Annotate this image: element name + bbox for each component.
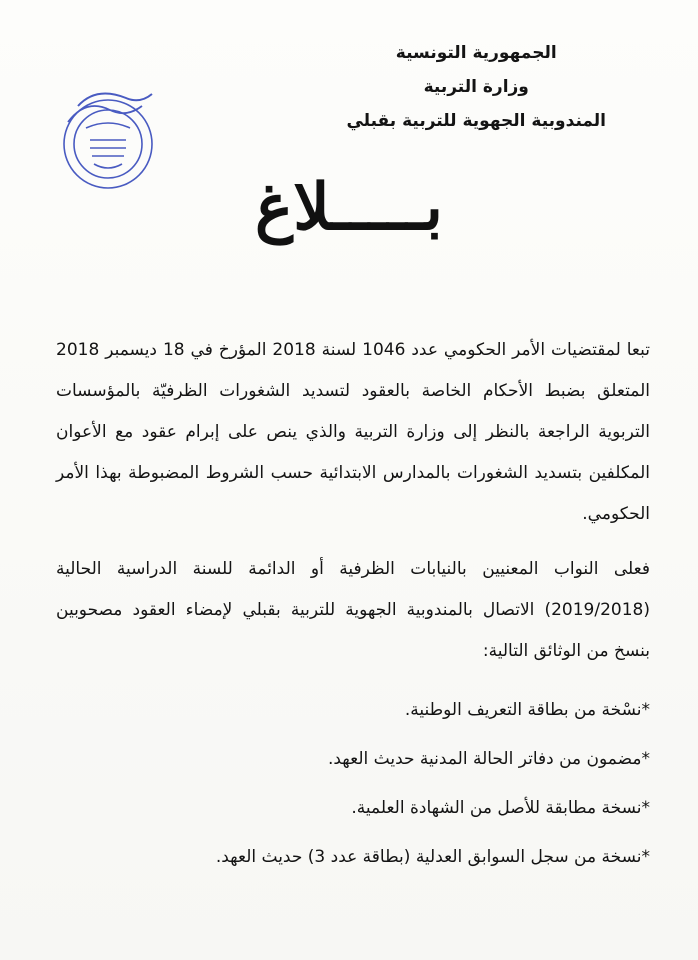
notice-body [56, 330, 650, 882]
letterhead-republic: الجمهورية التونسية [395, 43, 557, 63]
list-item: *نسخة من سجل السوابق العدلية (بطاقة عدد 3) حديث العهد. [215, 847, 650, 867]
list-item: *نسخة مطابقة للأصل من الشهادة العلمية. [351, 798, 650, 818]
letterhead [346, 36, 606, 138]
letterhead-ministry: وزارة التربية [423, 77, 529, 97]
list-item: *نسْخة من بطاقة التعريف الوطنية. [404, 700, 650, 720]
notice-paragraph-instructions: فعلى النواب المعنيين بالنيابات الظرفية أو الدائمة للسنة الدراسية الحالية (2019/2018) الاتصال بالمندوبية الجهوية للتربية بقبلي لإمضاء العقود مصحوبين بنسخ من الوثائق التالية: [56, 559, 650, 661]
required-documents-list [56, 686, 650, 882]
notice-title: بـــــلاغ [255, 170, 443, 245]
letterhead-regional-office: المندوبية الجهوية للتربية بقبلي [346, 111, 606, 131]
list-item: *مضمون من دفاتر الحالة المدنية حديث العهد. [327, 749, 650, 769]
notice-paragraph-decree: تبعا لمقتضيات الأمر الحكومي عدد 1046 لسنة 2018 المؤرخ في 18 ديسمبر 2018 المتعلق بضبط الأحكام الخاصة بالعقود لتسديد الشغورات الظرفيّة بالمؤسسات التربوية الراجعة بالنظر إلى وزارة التربية والذي ينص على إبرام عقود مع الأعوان المكلفين بتسديد الشغورات بالمدارس الابتدائية حسب الشروط المضبوطة بهذا الأمر الحكومي. [56, 340, 650, 524]
